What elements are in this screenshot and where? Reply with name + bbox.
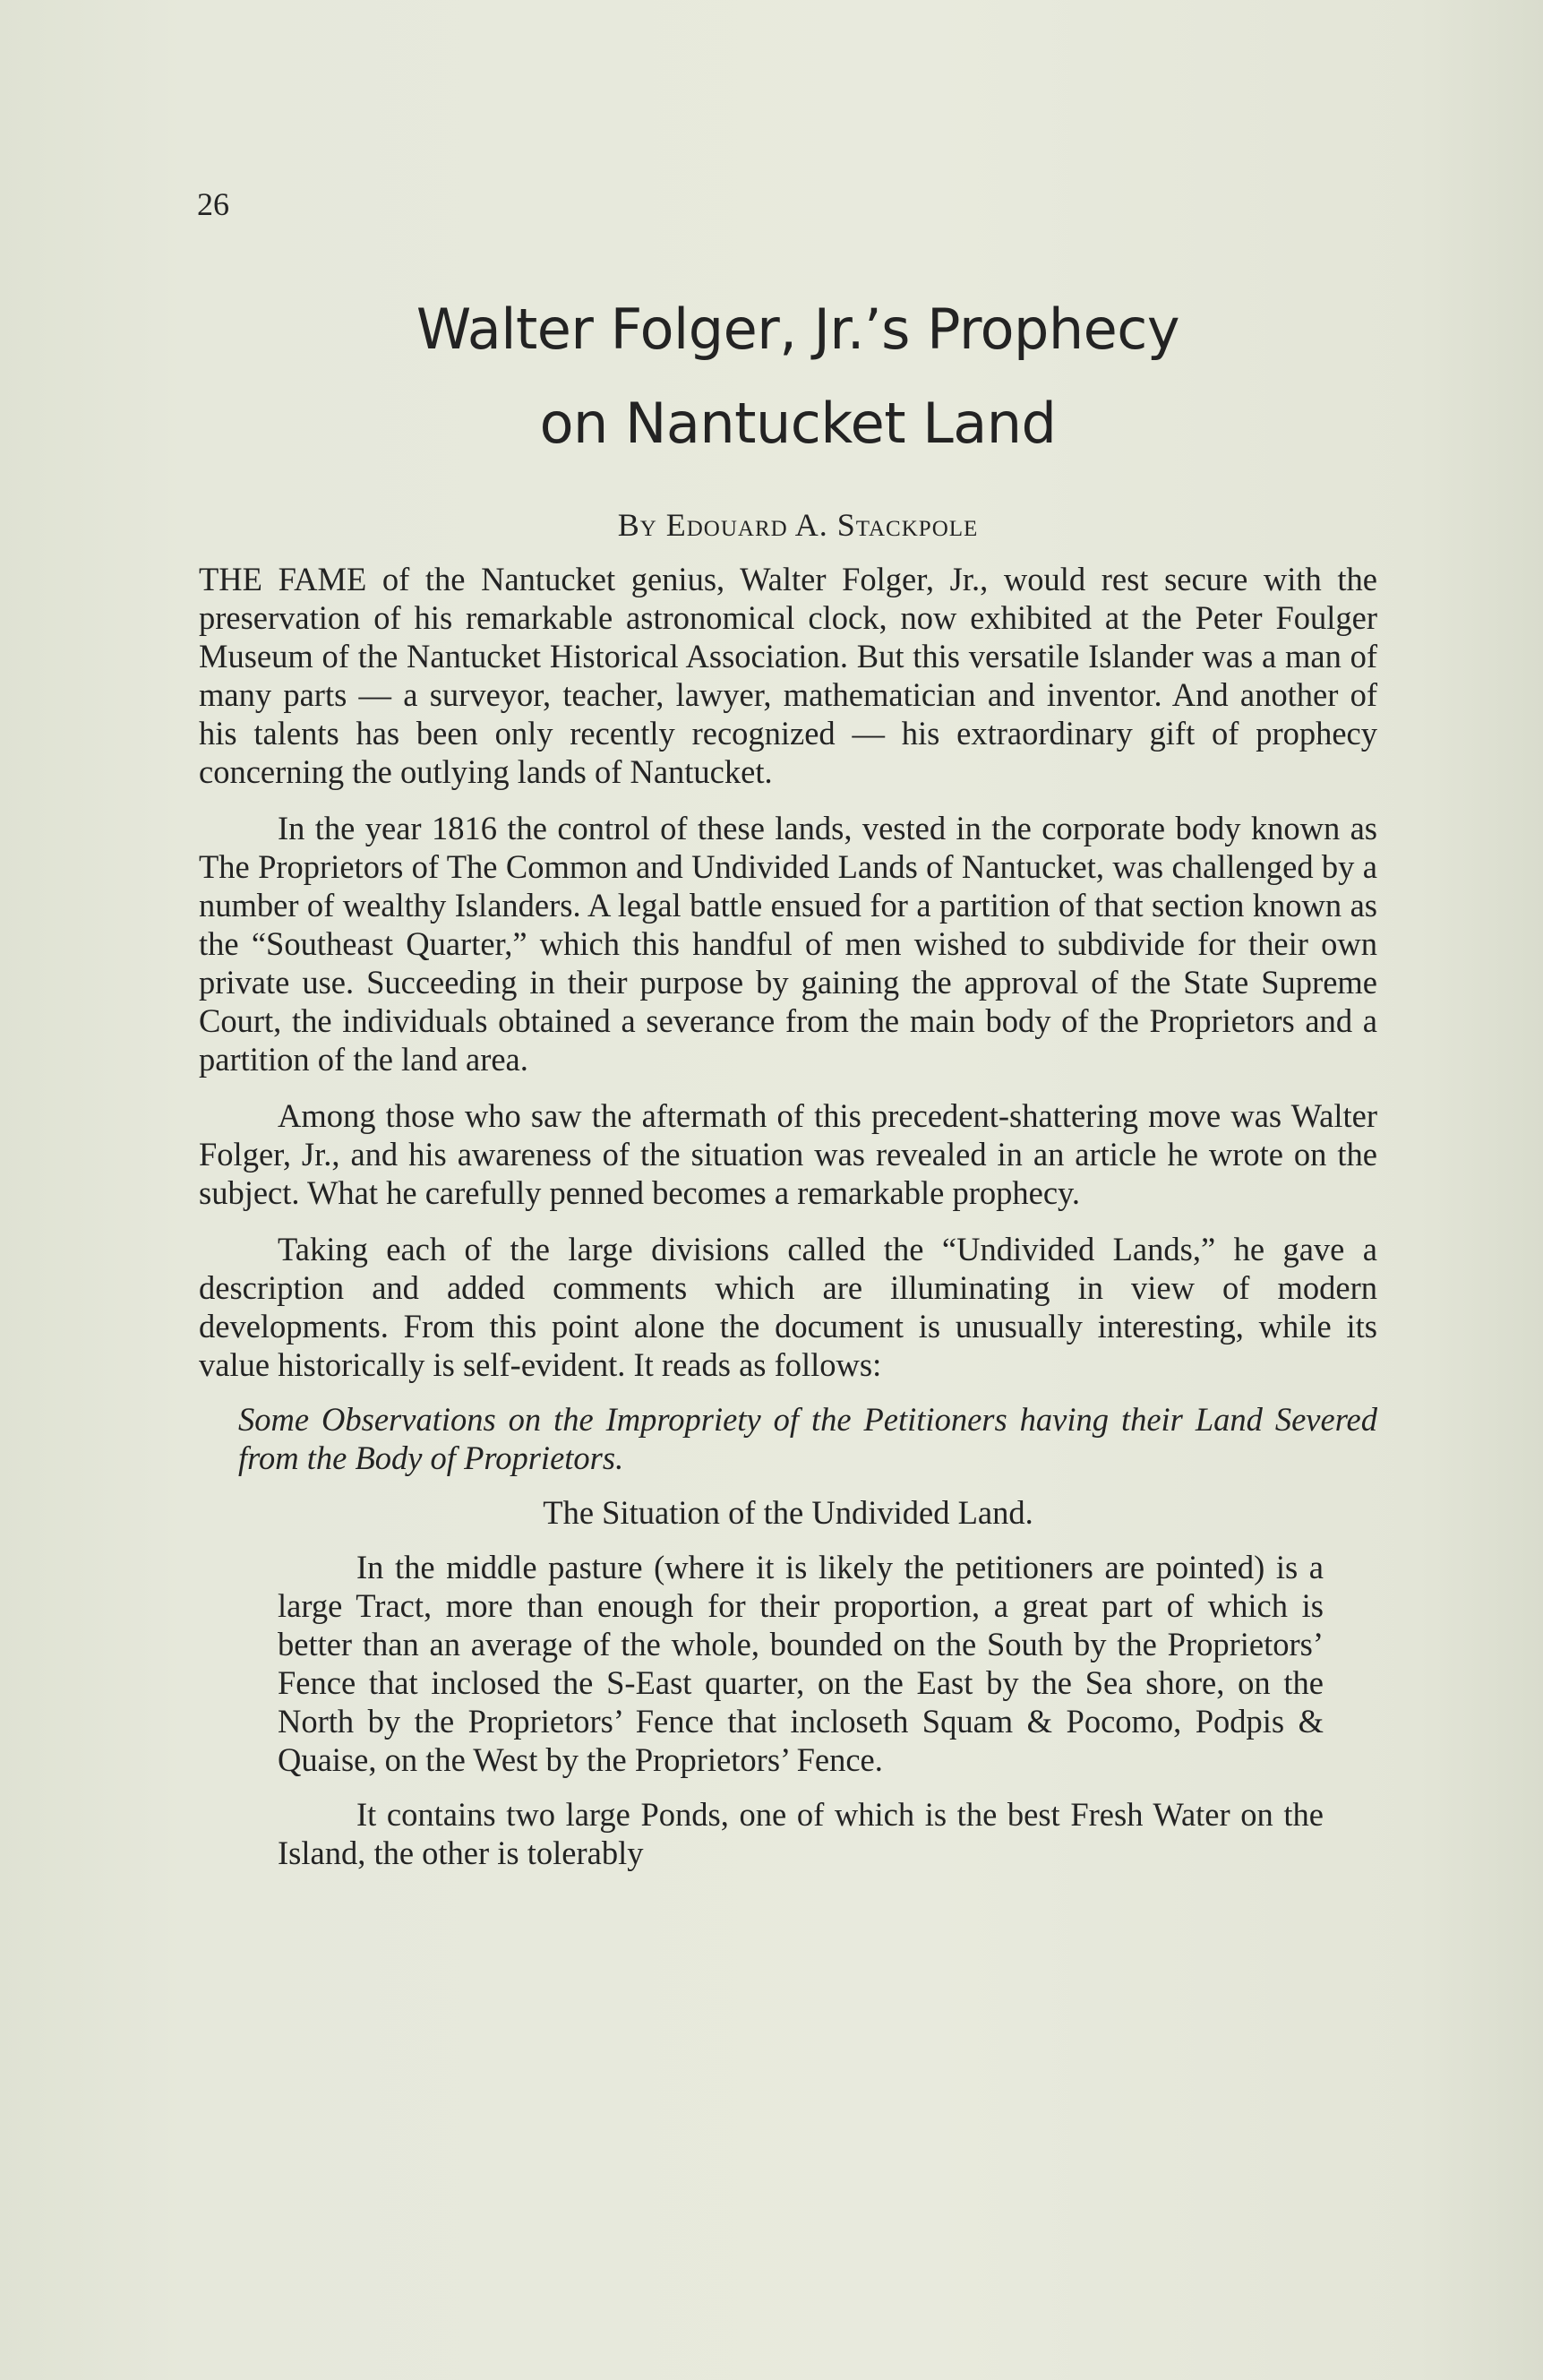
byline-author: Edouard A. Stackpole <box>665 507 979 543</box>
byline-prefix: By <box>617 507 657 543</box>
article-title-line-2: on Nantucket Land <box>539 391 1057 456</box>
section-heading: The Situation of the Undivided Land. <box>543 1494 1033 1531</box>
quoted-paragraph-2: It contains two large Ponds, one of which is the best Fresh Water on the Island, the other is tolerably <box>278 1796 1324 1871</box>
byline <box>199 506 1397 544</box>
paragraph-4: Taking each of the large divisions called the “Undivided Lands,” he gave a description and added comments which are illuminating in view of modern developments. From this point alone the document is unusually interesting, while its value historically is self-evident. It reads as follows: <box>199 1231 1377 1383</box>
article-title-line-1: Walter Folger, Jr.’s Prophecy <box>416 296 1180 362</box>
paragraph-1: THE FAME of the Nantucket genius, Walter Folger, Jr., would rest secure with the preservation of his remarkable astronomical clock, now exhibited at the Peter Foulger Museum of the Nantucket Historical Association. But this versatile Islander was a man of many parts — a surveyor, teacher, lawyer, mathematician and inventor. And another of his talents has been only recently recognized — his extraordinary gift of prophecy concerning the outlying lands of Nantucket. <box>199 561 1377 790</box>
article-body <box>199 560 1377 1872</box>
paragraph-3: Among those who saw the aftermath of this precedent-shattering move was Walter Folger, Jr., and his awareness of the situation was revealed in an article he wrote on the subject. What he carefully penned becomes a remarkable prophecy. <box>199 1097 1377 1211</box>
paragraph-2: In the year 1816 the control of these lands, vested in the corporate body known as The Proprietors of The Common and Undivided Lands of Nantucket, was challenged by a number of wealthy Islanders. A legal battle ensued for a partition of that section known as the “Southeast Quarter,” which this handful of men wished to subdivide for their own private use. Succeeding in their purpose by gaining the approval of the State Supreme Court, the individuals obtained a severance from the main body of the Proprietors and a partition of the land area. <box>199 810 1377 1078</box>
page-number: 26 <box>197 186 229 222</box>
quoted-paragraph-1: In the middle pasture (where it is likely the petitioners are pointed) is a large Tract, more than enough for their proportion, a great part of which is better than an average of the whole, bounded on the South by the Proprietors’ Fence that inclosed the S-East quarter, on the East by the Sea shore, on the North by the Proprietors’ Fence that incloseth Squam & Pocomo, Podpis & Quaise, on the West by the Proprietors’ Fence. <box>278 1549 1324 1778</box>
document-title: Some Observations on the Impropriety of the Petitioners having their Land Severed from the Body of Proprietors. <box>238 1401 1377 1476</box>
